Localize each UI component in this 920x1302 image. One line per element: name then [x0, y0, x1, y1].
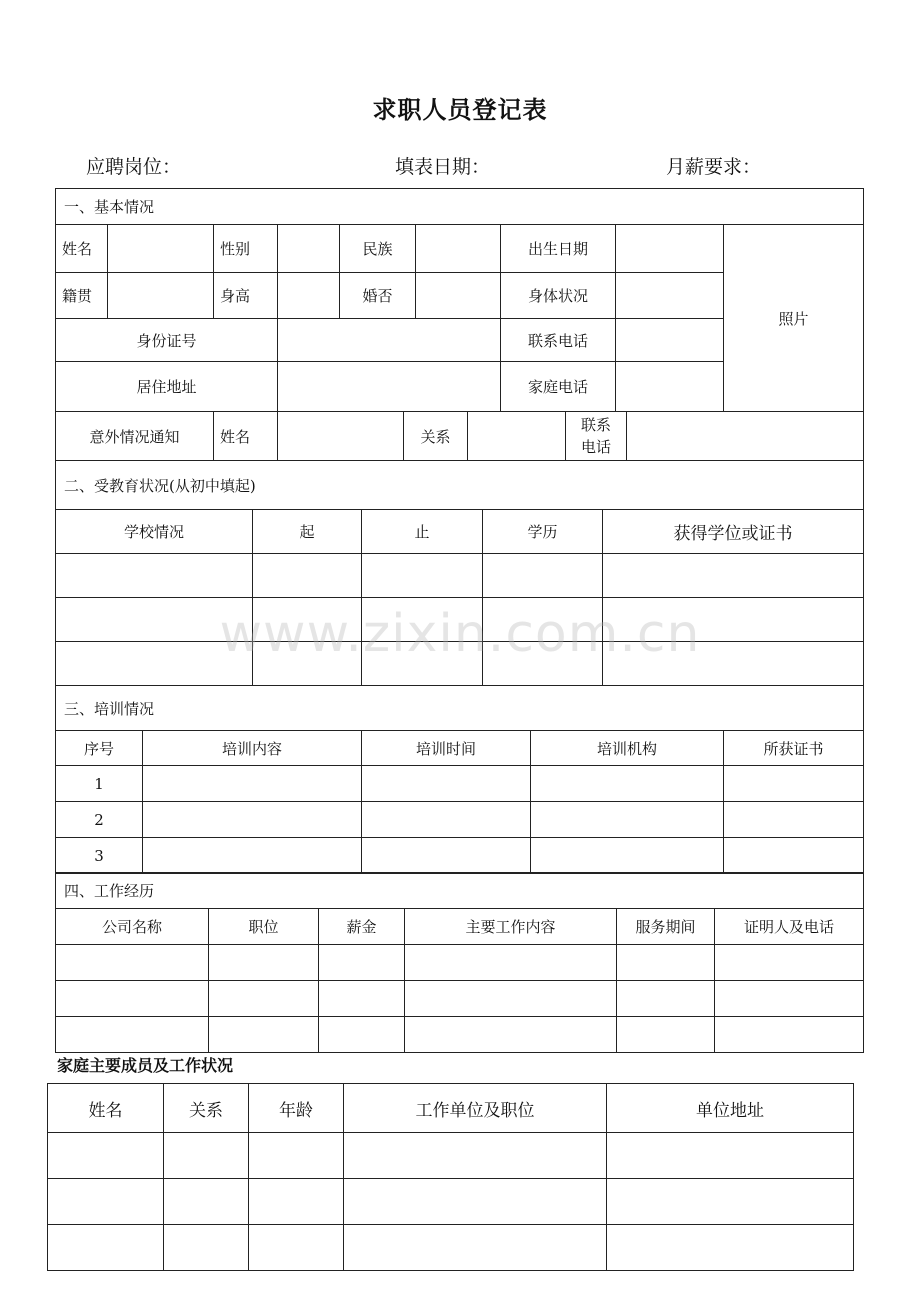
label-emergency-name: 姓名: [214, 412, 278, 461]
train-row-number: 3: [56, 838, 143, 874]
label-birth-date: 出生日期: [501, 225, 616, 273]
field-marital[interactable]: [416, 273, 501, 319]
section-training: 三、培训情况: [56, 686, 864, 731]
family-cell[interactable]: [344, 1179, 607, 1225]
edu-header-degree: 学历: [483, 510, 603, 554]
label-address: 居住地址: [56, 362, 278, 412]
work-cell[interactable]: [405, 945, 617, 981]
label-home-phone: 家庭电话: [501, 362, 616, 412]
train-cell[interactable]: [362, 766, 531, 802]
field-home-phone[interactable]: [616, 362, 724, 412]
field-birth-date[interactable]: [616, 225, 724, 273]
field-emergency-name[interactable]: [278, 412, 404, 461]
field-native-place[interactable]: [108, 273, 214, 319]
label-emergency-phone: [566, 412, 627, 461]
table-row: [56, 766, 864, 802]
work-table: [55, 872, 864, 1053]
table-row: [56, 981, 864, 1017]
field-relation[interactable]: [468, 412, 566, 461]
salary-label: 月薪要求：: [666, 156, 762, 178]
family-cell[interactable]: [48, 1225, 164, 1271]
table-row: [56, 554, 864, 598]
edu-cell[interactable]: [483, 554, 603, 598]
label-relation: 关系: [404, 412, 468, 461]
family-title: 家庭主要成员及工作状况: [57, 1056, 234, 1075]
label-contact-phone: 联系电话: [501, 319, 616, 362]
edu-cell[interactable]: [483, 642, 603, 686]
edu-cell[interactable]: [253, 554, 362, 598]
train-cell[interactable]: [724, 838, 864, 874]
edu-cell[interactable]: [483, 598, 603, 642]
edu-cell[interactable]: [362, 554, 483, 598]
label-native-place: 籍贯: [56, 273, 108, 319]
edu-header-end: 止: [362, 510, 483, 554]
label-health: 身体状况: [501, 273, 616, 319]
family-cell[interactable]: [249, 1179, 344, 1225]
table-row: [48, 1225, 854, 1271]
field-address[interactable]: [278, 362, 501, 412]
train-cell[interactable]: [531, 766, 724, 802]
family-cell[interactable]: [48, 1133, 164, 1179]
photo-cell[interactable]: 照片: [724, 225, 864, 412]
work-cell[interactable]: [56, 981, 209, 1017]
edu-cell[interactable]: [253, 598, 362, 642]
label-ethnicity: 民族: [340, 225, 416, 273]
family-cell[interactable]: [607, 1179, 854, 1225]
work-cell[interactable]: [715, 945, 864, 981]
work-header-salary: 薪金: [319, 909, 405, 945]
work-cell[interactable]: [617, 945, 715, 981]
field-contact-phone[interactable]: [616, 319, 724, 362]
label-emergency-phone-line2: 电话: [580, 438, 611, 456]
edu-cell[interactable]: [56, 642, 253, 686]
table-row: [56, 838, 864, 874]
label-emergency: 意外情况通知: [56, 412, 214, 461]
edu-cell[interactable]: [603, 642, 864, 686]
work-cell[interactable]: [319, 1017, 405, 1053]
work-header-company: 公司名称: [56, 909, 209, 945]
edu-cell[interactable]: [362, 642, 483, 686]
position-label: 应聘岗位：: [86, 156, 182, 178]
label-id-number: 身份证号: [56, 319, 278, 362]
table-row: [48, 1179, 854, 1225]
work-header-duties: 主要工作内容: [405, 909, 617, 945]
field-name[interactable]: [108, 225, 214, 273]
work-cell[interactable]: [405, 981, 617, 1017]
field-emergency-phone[interactable]: [627, 412, 864, 461]
table-row: [56, 1017, 864, 1053]
family-cell[interactable]: [607, 1225, 854, 1271]
train-cell[interactable]: [362, 802, 531, 838]
education-table: [55, 460, 864, 686]
emergency-table: [55, 411, 864, 461]
work-header-reference: 证明人及电话: [715, 909, 864, 945]
family-cell[interactable]: [164, 1179, 249, 1225]
edu-header-start: 起: [253, 510, 362, 554]
train-cell[interactable]: [531, 802, 724, 838]
work-cell[interactable]: [56, 945, 209, 981]
family-cell[interactable]: [344, 1225, 607, 1271]
train-cell[interactable]: [724, 766, 864, 802]
family-cell[interactable]: [164, 1133, 249, 1179]
train-cell[interactable]: [143, 838, 362, 874]
family-cell[interactable]: [607, 1133, 854, 1179]
edu-header-certificate: 获得学位或证书: [603, 510, 864, 554]
section-work: 四、工作经历: [56, 873, 864, 909]
work-cell[interactable]: [209, 981, 319, 1017]
train-cell[interactable]: [143, 802, 362, 838]
train-cell[interactable]: [531, 838, 724, 874]
watermark: www.zixin.com.cn: [219, 604, 701, 664]
field-gender[interactable]: [278, 225, 340, 273]
table-row: [56, 945, 864, 981]
work-header-period: 服务期间: [617, 909, 715, 945]
family-header-address: 单位地址: [607, 1084, 854, 1133]
label-name: 姓名: [56, 225, 108, 273]
section-education: 二、受教育状况(从初中填起): [56, 461, 864, 510]
train-cell[interactable]: [362, 838, 531, 874]
train-header-cert: 所获证书: [724, 731, 864, 766]
field-height[interactable]: [278, 273, 340, 319]
basic-info-table: [55, 188, 864, 412]
edu-cell[interactable]: [253, 642, 362, 686]
family-cell[interactable]: [344, 1133, 607, 1179]
work-cell[interactable]: [209, 1017, 319, 1053]
edu-header-school: 学校情况: [56, 510, 253, 554]
train-row-number: 1: [56, 766, 143, 802]
train-header-content: 培训内容: [143, 731, 362, 766]
field-health[interactable]: [616, 273, 724, 319]
table-row: [56, 598, 864, 642]
family-header-relation: 关系: [164, 1084, 249, 1133]
work-cell[interactable]: [319, 981, 405, 1017]
field-id-number[interactable]: [278, 319, 501, 362]
field-ethnicity[interactable]: [416, 225, 501, 273]
work-cell[interactable]: [405, 1017, 617, 1053]
work-cell[interactable]: [56, 1017, 209, 1053]
label-emergency-phone-line1: 联系: [580, 416, 611, 434]
family-header-employer: 工作单位及职位: [344, 1084, 607, 1133]
train-cell[interactable]: [143, 766, 362, 802]
train-row-number: 2: [56, 802, 143, 838]
table-row: [56, 802, 864, 838]
page-title: 求职人员登记表: [372, 96, 548, 124]
edu-cell[interactable]: [56, 598, 253, 642]
train-cell[interactable]: [724, 802, 864, 838]
work-header-position: 职位: [209, 909, 319, 945]
train-header-time: 培训时间: [362, 731, 531, 766]
date-label: 填表日期：: [395, 156, 491, 178]
train-header-no: 序号: [56, 731, 143, 766]
edu-cell[interactable]: [603, 554, 864, 598]
family-cell[interactable]: [249, 1133, 344, 1179]
table-row: [48, 1133, 854, 1179]
work-cell[interactable]: [715, 981, 864, 1017]
label-height: 身高: [214, 273, 278, 319]
family-table: [47, 1083, 854, 1271]
edu-cell[interactable]: [362, 598, 483, 642]
training-table: [55, 685, 864, 874]
label-gender: 性别: [214, 225, 278, 273]
work-cell[interactable]: [209, 945, 319, 981]
family-cell[interactable]: [164, 1225, 249, 1271]
family-cell[interactable]: [249, 1225, 344, 1271]
work-cell[interactable]: [617, 981, 715, 1017]
label-marital: 婚否: [340, 273, 416, 319]
family-header-age: 年龄: [249, 1084, 344, 1133]
train-header-org: 培训机构: [531, 731, 724, 766]
family-cell[interactable]: [48, 1179, 164, 1225]
edu-cell[interactable]: [56, 554, 253, 598]
family-header-name: 姓名: [48, 1084, 164, 1133]
work-cell[interactable]: [715, 1017, 864, 1053]
work-cell[interactable]: [617, 1017, 715, 1053]
edu-cell[interactable]: [603, 598, 864, 642]
table-row: [56, 642, 864, 686]
work-cell[interactable]: [319, 945, 405, 981]
section-basic: 一、基本情况: [56, 189, 864, 225]
